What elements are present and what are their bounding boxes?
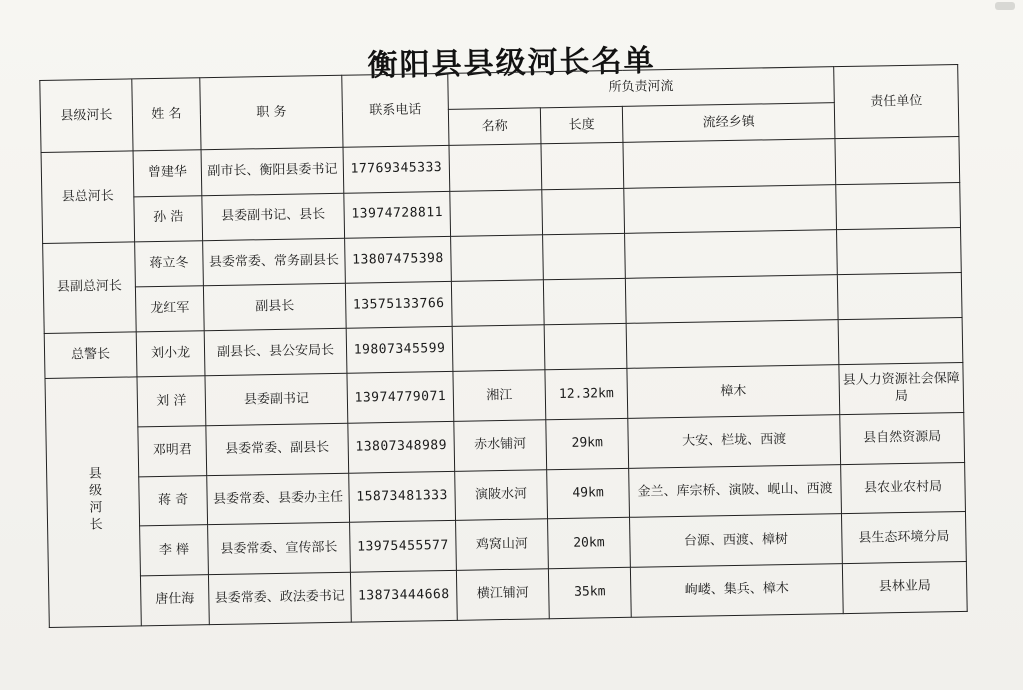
cell-unit: [836, 182, 961, 229]
cell-towns: [625, 275, 838, 324]
cell-phone: 17769345333: [343, 146, 450, 193]
cell-river: 赤水铺河: [454, 420, 547, 471]
cell-unit: [838, 318, 963, 365]
cell-phone: 13975455577: [350, 521, 457, 573]
cell-unit: 县人力资源社会保障局: [839, 363, 964, 415]
cell-towns: 台源、西渡、樟树: [630, 514, 843, 567]
cell-name: 孙 浩: [134, 195, 203, 241]
cell-river: 横江铺河: [456, 569, 549, 620]
cell-length: [543, 233, 626, 280]
scan-artifact: [995, 2, 1015, 10]
cell-river: [451, 280, 544, 327]
cell-unit: [835, 137, 960, 184]
roster-sheet: [39, 64, 966, 628]
cell-unit: 县自然资源局: [840, 413, 965, 465]
cell-towns: [626, 320, 839, 369]
cell-length: [543, 278, 626, 325]
cell-name: 蒋 奇: [139, 475, 208, 526]
header-name: 姓 名: [132, 78, 201, 151]
cell-phone: 13575133766: [345, 281, 452, 328]
cell-towns: 樟木: [627, 365, 840, 418]
cell-phone: 15873481333: [349, 471, 456, 523]
cell-position: 县委常委、宣传部长: [208, 523, 351, 575]
cell-name: 邓明君: [138, 426, 207, 477]
cell-river: [450, 189, 543, 236]
header-phone: 联系电话: [342, 73, 449, 147]
header-river-length: 长度: [540, 107, 623, 145]
cell-towns: 金兰、库宗桥、演陂、岘山、西渡: [629, 464, 842, 517]
cell-unit: 县林业局: [842, 562, 967, 614]
cell-position: 县委常委、政法委书记: [208, 572, 351, 624]
cell-river: 演陂水河: [455, 470, 548, 521]
cell-towns: 大安、栏垅、西渡: [628, 415, 841, 468]
cell-towns: 岣嵝、集兵、樟木: [630, 564, 843, 617]
cell-position: 县委常委、县委办主任: [207, 473, 350, 525]
cell-unit: [837, 227, 962, 274]
cell-position: 县委常委、常务副县长: [203, 238, 346, 286]
cell-position: 副县长、县公安局长: [204, 328, 347, 376]
header-river-name: 名称: [448, 108, 541, 146]
group-county: [45, 377, 141, 627]
group-county-label: 县级河长: [85, 465, 102, 534]
cell-phone: 13974779071: [347, 372, 454, 424]
cell-length: [544, 323, 627, 370]
cell-unit: [837, 272, 962, 319]
cell-river: 鸡窝山河: [456, 519, 549, 570]
cell-towns: [623, 139, 836, 188]
cell-length: 29km: [546, 418, 629, 469]
cell-river: 湘江: [453, 370, 546, 421]
header-river-towns: 流经乡镇: [622, 103, 835, 143]
cell-unit: 县农业农村局: [841, 462, 966, 514]
cell-length: 35km: [548, 568, 631, 619]
cell-length: 49km: [547, 468, 630, 519]
river-chief-table: [39, 64, 967, 628]
cell-phone: 19807345599: [346, 327, 453, 374]
header-level: 县级河长: [40, 79, 133, 153]
header-unit: 责任单位: [834, 65, 959, 139]
cell-length: [541, 143, 624, 190]
header-river-group: 所负责河流: [448, 67, 835, 110]
cell-phone: 13807348989: [348, 421, 455, 473]
cell-position: 县委副书记: [205, 374, 348, 426]
cell-river: [449, 144, 542, 191]
cell-length: [542, 188, 625, 235]
cell-unit: 县生态环境分局: [842, 512, 967, 564]
cell-name: 李 榉: [140, 525, 209, 576]
group-police: 总警长: [44, 332, 137, 379]
cell-position: 县委常委、副县长: [206, 423, 349, 475]
cell-name: 唐仕海: [140, 575, 209, 626]
cell-river: [451, 235, 544, 282]
group-general: 县总河长: [41, 151, 135, 243]
cell-name: 刘小龙: [136, 331, 205, 377]
cell-river: [452, 325, 545, 372]
cell-towns: [624, 184, 837, 233]
cell-towns: [625, 229, 838, 278]
group-deputy: 县副总河长: [43, 242, 137, 334]
page-title: 衡阳县县级河长名单: [367, 43, 656, 84]
header-position: 职 务: [200, 75, 343, 150]
cell-name: 龙红军: [135, 286, 204, 332]
cell-name: 蒋立冬: [135, 240, 204, 286]
cell-name: 刘 洋: [137, 376, 206, 427]
cell-position: 副市长、衡阳县委书记: [201, 148, 344, 196]
cell-name: 曾建华: [133, 150, 202, 196]
cell-phone: 13974728811: [344, 191, 451, 238]
cell-length: 12.32km: [545, 369, 628, 420]
cell-phone: 13807475398: [345, 236, 452, 283]
cell-position: 县委副书记、县长: [202, 193, 345, 241]
cell-length: 20km: [548, 518, 631, 569]
cell-phone: 13873444668: [350, 571, 457, 623]
cell-position: 副县长: [203, 283, 346, 331]
